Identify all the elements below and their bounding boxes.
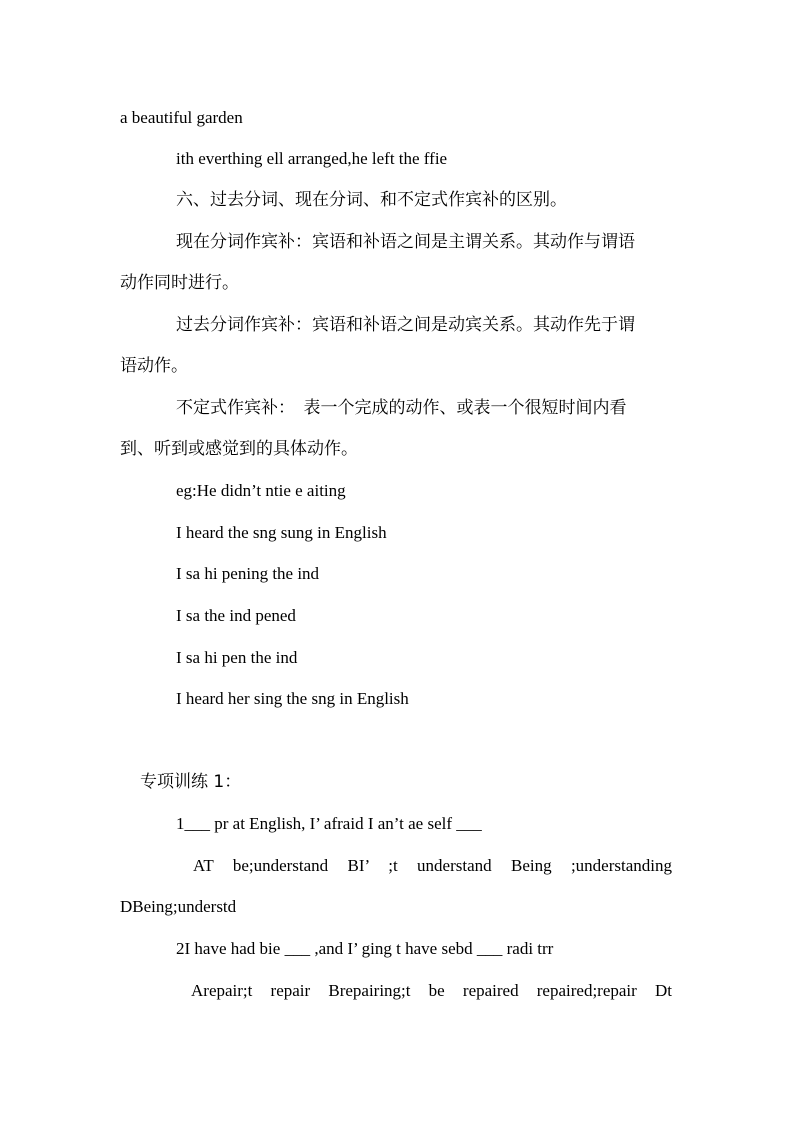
exercise-heading: 专项训练 1：	[140, 772, 242, 792]
section-heading: 六、过去分词、现在分词、和不定式作宾补的区别。	[176, 190, 567, 210]
text-line: 动作同时进行。	[120, 273, 239, 293]
text-line: a beautiful garden	[120, 108, 243, 127]
example-line: I sa hi pening the ind	[176, 564, 320, 583]
text-line: 不定式作宾补： 表一个完成的动作、或表一个很短时间内看	[176, 398, 627, 418]
example-line: I sa hi pen the ind	[176, 648, 298, 667]
text-line: 过去分词作宾补：宾语和补语之间是动宾关系。其动作先于谓	[176, 315, 635, 335]
answer-options: Arepair;t repair Brepairing;t be repaired repaired;repair Dt	[191, 981, 672, 1000]
example-line: I sa the ind pened	[176, 606, 296, 625]
text-line: ith everthing ell arranged,he left the ffie	[176, 149, 448, 168]
text-line: 到、听到或感觉到的具体动作。	[120, 439, 358, 459]
answer-options: AT be;understand BI’ ;t understand Being ;understanding	[193, 856, 672, 875]
question-line: 2I have had bie ___ ,and I’ ging t have sebd ___ radi trr	[176, 939, 554, 958]
answer-options: DBeing;understd	[120, 897, 237, 916]
text-line: 语动作。	[120, 356, 188, 376]
example-line: I heard the sng sung in English	[176, 523, 387, 542]
example-line: eg:He didn’t ntie e aiting	[176, 481, 346, 500]
question-line: 1___ pr at English, I’ afraid I an’t ae self ___	[176, 814, 482, 833]
example-line: I heard her sing the sng in English	[176, 689, 409, 708]
text-line: 现在分词作宾补：宾语和补语之间是主谓关系。其动作与谓语	[176, 232, 635, 252]
